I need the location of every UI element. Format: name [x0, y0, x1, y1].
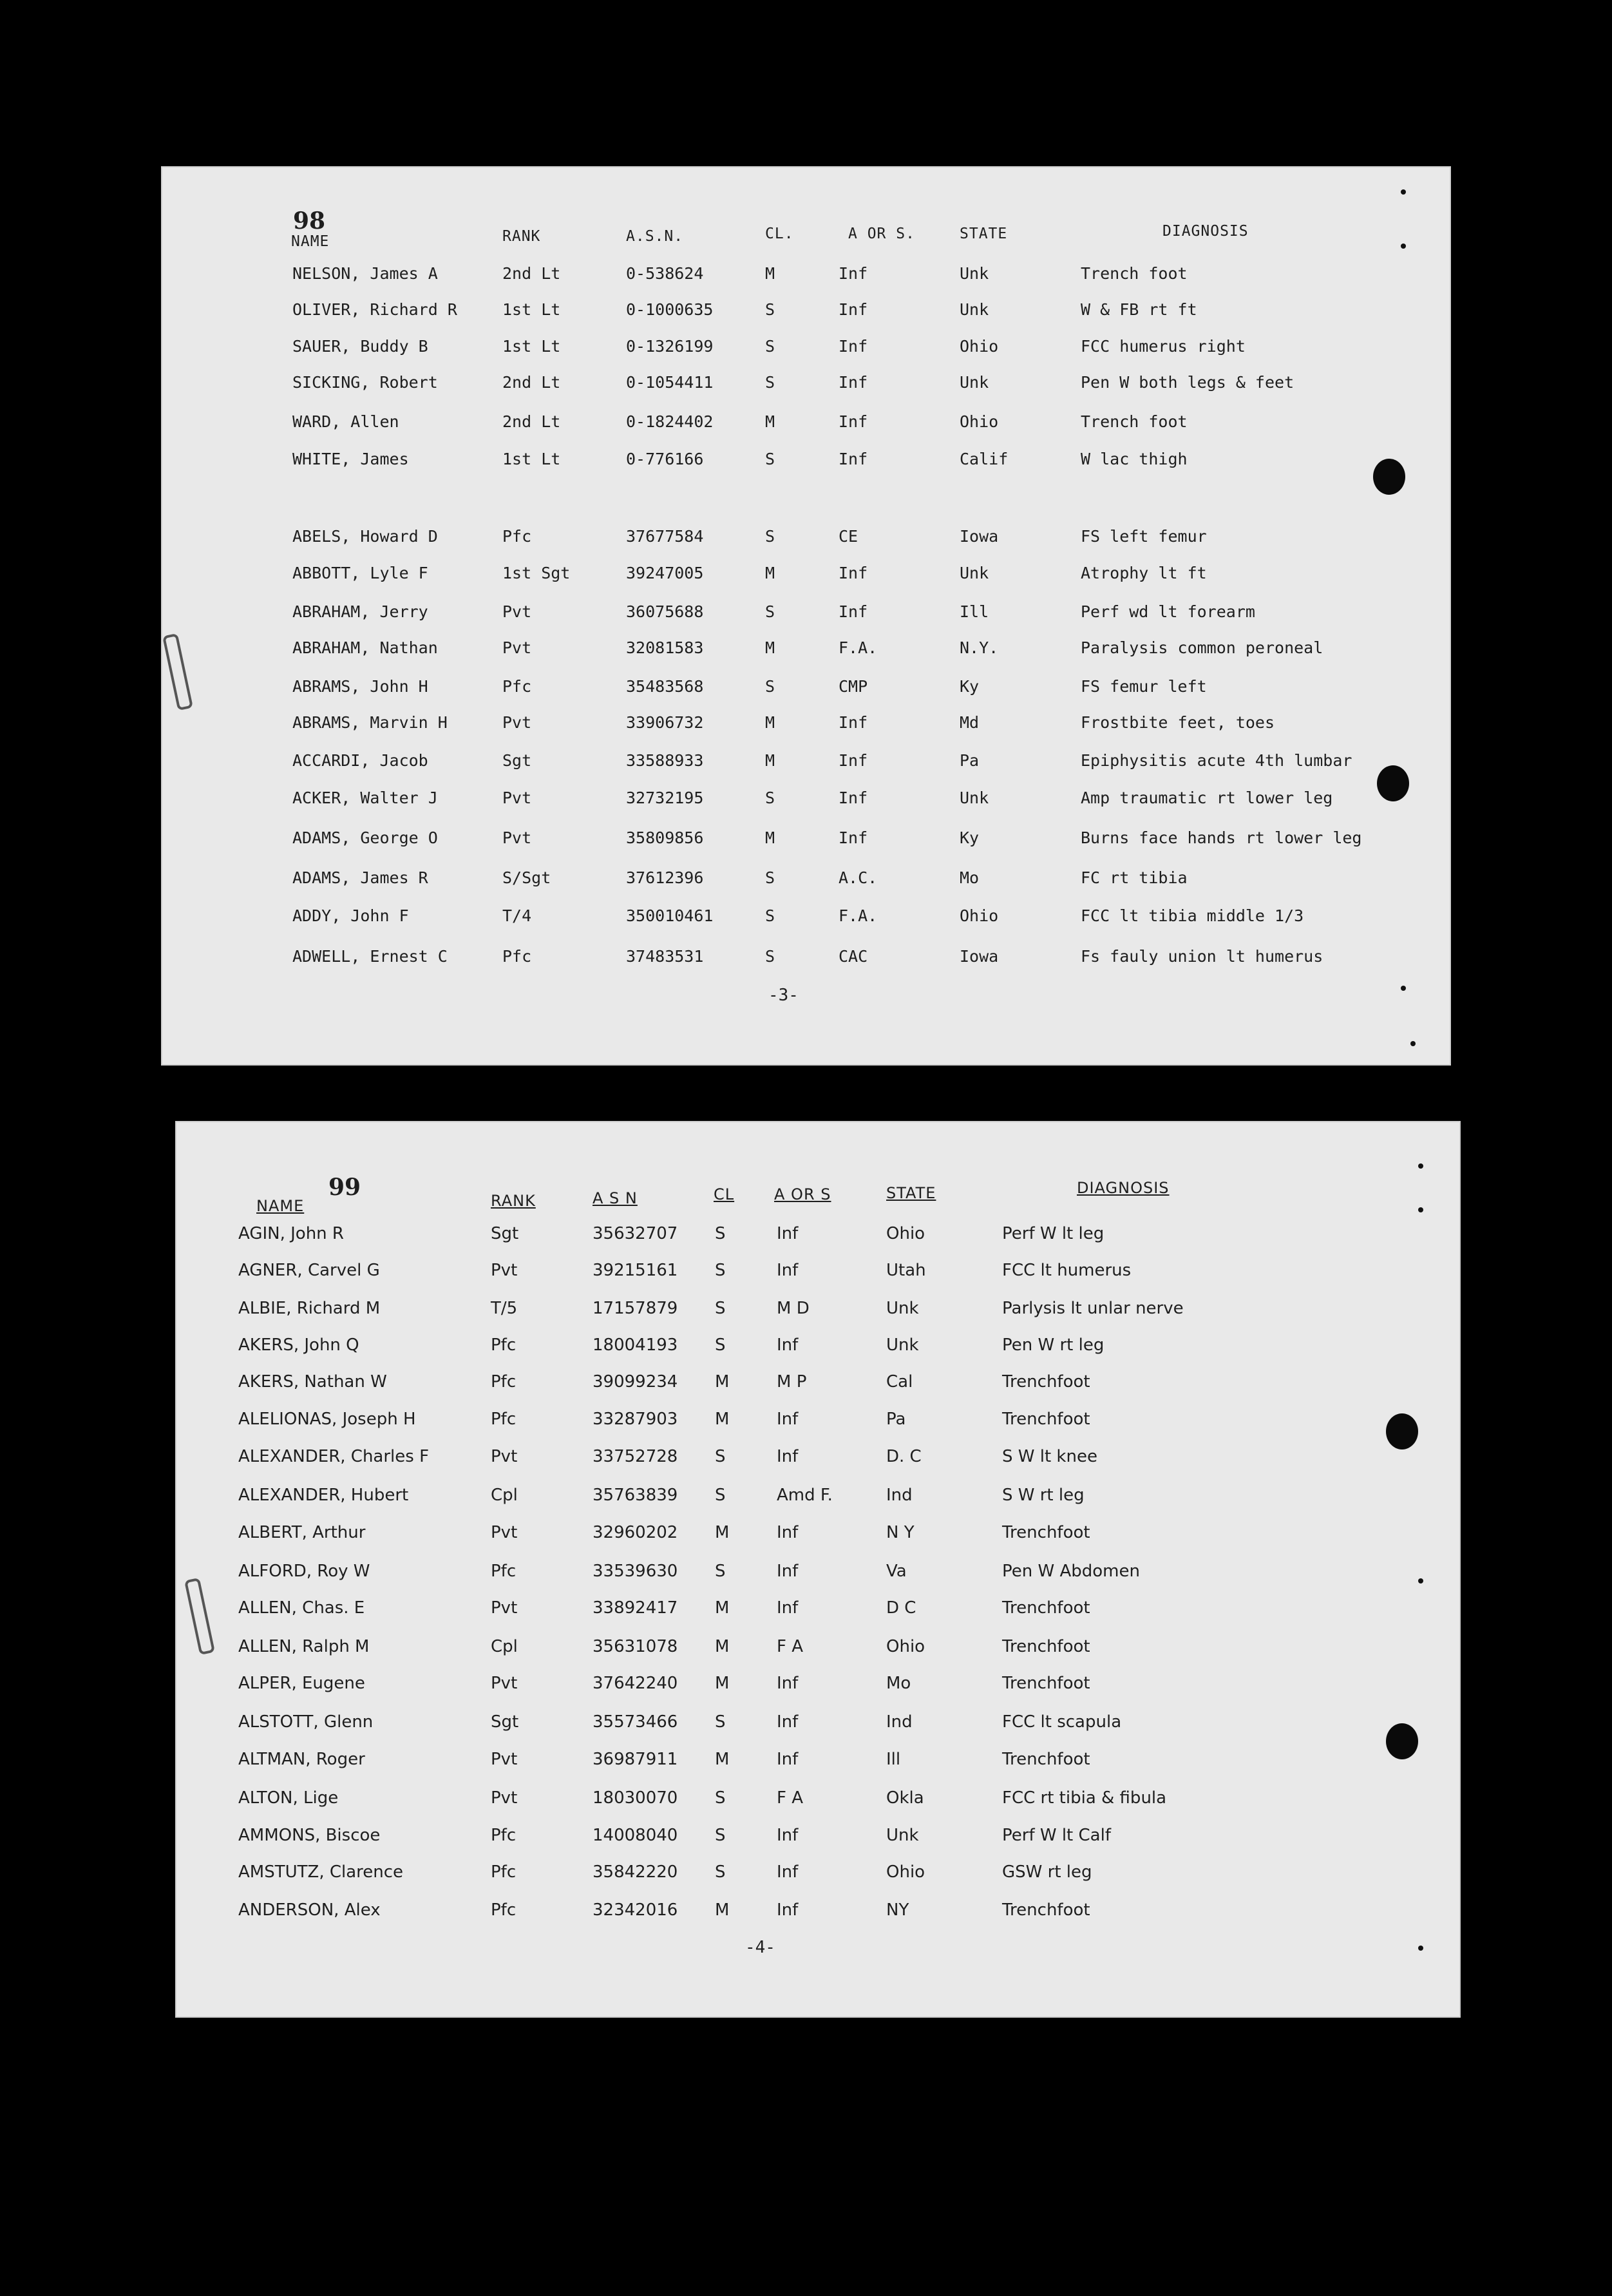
cell-aors: Inf — [839, 300, 868, 319]
cell-cl: M — [715, 1410, 730, 1429]
header-name: NAME — [256, 1197, 305, 1215]
speck — [1401, 986, 1406, 991]
cell-rank: Sgt — [491, 1712, 519, 1732]
punch-hole — [1373, 459, 1405, 495]
cell-aors: Inf — [839, 373, 868, 392]
cell-rank: Cpl — [491, 1486, 518, 1505]
cell-asn: 33539630 — [593, 1562, 678, 1581]
cell-name: ADAMS, George O — [292, 828, 438, 847]
cell-rank: Pvt — [491, 1523, 518, 1542]
cell-cl: S — [715, 1224, 726, 1243]
cell-name: AMMONS, Biscoe — [238, 1826, 381, 1845]
speck — [1401, 244, 1406, 249]
speck — [1418, 1163, 1423, 1169]
cell-rank: Pvt — [491, 1261, 518, 1280]
speck — [1418, 1946, 1423, 1951]
cell-aors: CE — [839, 527, 858, 546]
cell-rank: Pvt — [502, 602, 532, 621]
cell-diagnosis: Perf W lt Calf — [1002, 1826, 1111, 1845]
cell-rank: Pvt — [502, 638, 532, 657]
cell-aors: Inf — [777, 1826, 799, 1845]
cell-rank: 2nd Lt — [502, 264, 561, 283]
cell-asn: 32732195 — [626, 789, 704, 807]
cell-asn: 39247005 — [626, 564, 704, 582]
cell-diagnosis: FC rt tibia — [1081, 868, 1188, 887]
cell-state: Okla — [886, 1788, 924, 1808]
cell-rank: 2nd Lt — [502, 373, 561, 392]
cell-cl: M — [765, 638, 775, 657]
cell-state: Calif — [960, 450, 1009, 468]
cell-state: Ky — [960, 677, 980, 696]
cell-aors: Inf — [777, 1523, 799, 1542]
cell-diagnosis: Burns face hands rt lower leg — [1081, 828, 1362, 847]
cell-diagnosis: Trenchfoot — [1002, 1750, 1090, 1769]
cell-asn: 350010461 — [626, 906, 714, 925]
page-footer: -4- — [745, 1938, 775, 1957]
cell-name: ALSTOTT, Glenn — [238, 1712, 374, 1732]
cell-cl: S — [715, 1335, 726, 1355]
cell-asn: 0-1054411 — [626, 373, 714, 392]
header-diagnosis: DIAGNOSIS — [1162, 223, 1249, 240]
cell-name: ANDERSON, Alex — [238, 1900, 381, 1920]
cell-rank: Pfc — [491, 1826, 517, 1845]
cell-asn: 32081583 — [626, 638, 704, 657]
cell-state: NY — [886, 1900, 909, 1920]
cell-asn: 39099234 — [593, 1372, 678, 1392]
cell-state: D C — [886, 1598, 916, 1618]
cell-cl: M — [765, 713, 775, 732]
cell-aors: M P — [777, 1372, 807, 1392]
cell-asn: 33287903 — [593, 1410, 678, 1429]
cell-rank: Pfc — [502, 677, 532, 696]
cell-state: Ky — [960, 828, 980, 847]
cell-diagnosis: FCC lt scapula — [1002, 1712, 1122, 1732]
punch-hole — [1377, 765, 1409, 801]
page-footer: -3- — [768, 986, 799, 1005]
cell-state: Ohio — [960, 412, 999, 431]
cell-state: Ill — [886, 1750, 901, 1769]
cell-rank: 1st Lt — [502, 300, 561, 319]
cell-name: ALTON, Lige — [238, 1788, 339, 1808]
cell-cl: S — [715, 1862, 726, 1882]
cell-rank: T/4 — [502, 906, 532, 925]
cell-aors: CMP — [839, 677, 868, 696]
cell-state: Unk — [960, 373, 989, 392]
cell-rank: 2nd Lt — [502, 412, 561, 431]
speck — [1418, 1207, 1423, 1212]
cell-cl: S — [765, 677, 775, 696]
cell-aors: Inf — [777, 1712, 799, 1732]
cell-aors: Inf — [839, 751, 868, 770]
cell-state: Pa — [886, 1410, 906, 1429]
cell-cl: M — [715, 1674, 730, 1693]
cell-asn: 17157879 — [593, 1299, 678, 1318]
cell-asn: 35573466 — [593, 1712, 678, 1732]
cell-cl: S — [765, 868, 775, 887]
cell-aors: F.A. — [839, 906, 878, 925]
cell-name: ADWELL, Ernest C — [292, 947, 448, 966]
cell-diagnosis: Pen W Abdomen — [1002, 1562, 1140, 1581]
cell-name: ALBIE, Richard M — [238, 1299, 381, 1318]
cell-name: ACCARDI, Jacob — [292, 751, 428, 770]
speck — [1418, 1578, 1423, 1583]
header-state: STATE — [886, 1184, 936, 1202]
cell-diagnosis: Trenchfoot — [1002, 1372, 1090, 1392]
cell-name: AGIN, John R — [238, 1224, 344, 1243]
cell-cl: S — [715, 1712, 726, 1732]
cell-asn: 32960202 — [593, 1523, 678, 1542]
cell-cl: S — [765, 337, 775, 356]
cell-name: WHITE, James — [292, 450, 409, 468]
cell-asn: 35763839 — [593, 1486, 678, 1505]
cell-cl: S — [715, 1447, 726, 1466]
cell-name: ABRAMS, Marvin H — [292, 713, 448, 732]
cell-diagnosis: Trench foot — [1081, 264, 1188, 283]
cell-state: Unk — [886, 1335, 919, 1355]
cell-name: WARD, Allen — [292, 412, 399, 431]
cell-name: SICKING, Robert — [292, 373, 438, 392]
cell-name: ALLEN, Ralph M — [238, 1637, 370, 1656]
cell-cl: M — [765, 264, 775, 283]
cell-diagnosis: W lac thigh — [1081, 450, 1188, 468]
cell-diagnosis: W & FB rt ft — [1081, 300, 1197, 319]
cell-cl: S — [765, 300, 775, 319]
cell-asn: 18030070 — [593, 1788, 678, 1808]
cell-asn: 37642240 — [593, 1674, 678, 1693]
cell-cl: S — [765, 906, 775, 925]
cell-rank: Pvt — [491, 1674, 518, 1693]
cell-rank: 1st Sgt — [502, 564, 571, 582]
header-a-or-s: A OR S. — [848, 225, 915, 242]
cell-aors: Inf — [777, 1674, 799, 1693]
cell-cl: M — [715, 1372, 730, 1392]
cell-asn: 35842220 — [593, 1862, 678, 1882]
page-number: 98 — [293, 207, 326, 234]
cell-name: NELSON, James A — [292, 264, 438, 283]
cell-state: Ohio — [886, 1637, 925, 1656]
cell-aors: F A — [777, 1788, 804, 1808]
cell-aors: F A — [777, 1637, 804, 1656]
cell-state: Iowa — [960, 947, 999, 966]
cell-name: ALELIONAS, Joseph H — [238, 1410, 416, 1429]
cell-rank: Pfc — [502, 947, 532, 966]
cell-rank: Pfc — [491, 1372, 517, 1392]
cell-rank: Pfc — [491, 1862, 517, 1882]
cell-aors: Inf — [777, 1261, 799, 1280]
cell-state: Ohio — [886, 1224, 925, 1243]
cell-state: Va — [886, 1562, 907, 1581]
cell-name: ALPER, Eugene — [238, 1674, 365, 1693]
cell-diagnosis: Perf wd lt forearm — [1081, 602, 1255, 621]
header-asn: A S N — [593, 1189, 638, 1207]
cell-diagnosis: Trenchfoot — [1002, 1410, 1090, 1429]
cell-rank: Pvt — [491, 1447, 518, 1466]
cell-diagnosis: S W rt leg — [1002, 1486, 1085, 1505]
cell-aors: Inf — [839, 412, 868, 431]
cell-asn: 0-1326199 — [626, 337, 714, 356]
cell-aors: Inf — [839, 828, 868, 847]
cell-rank: Pvt — [491, 1598, 518, 1618]
cell-cl: S — [715, 1562, 726, 1581]
cell-aors: Inf — [839, 264, 868, 283]
cell-diagnosis: Paralysis common peroneal — [1081, 638, 1323, 657]
cell-rank: T/5 — [491, 1299, 518, 1318]
cell-rank: Pfc — [491, 1900, 517, 1920]
cell-asn: 33588933 — [626, 751, 704, 770]
cell-diagnosis: FCC lt tibia middle 1/3 — [1081, 906, 1304, 925]
cell-name: ACKER, Walter J — [292, 789, 438, 807]
cell-diagnosis: Trench foot — [1081, 412, 1188, 431]
cell-asn: 32342016 — [593, 1900, 678, 1920]
cell-rank: Sgt — [491, 1224, 519, 1243]
cell-diagnosis: FCC lt humerus — [1002, 1261, 1132, 1280]
cell-asn: 35483568 — [626, 677, 704, 696]
cell-cl: S — [765, 947, 775, 966]
punch-hole — [1386, 1413, 1418, 1449]
cell-diagnosis: Trenchfoot — [1002, 1598, 1090, 1618]
header-a-or-s: A OR S — [774, 1185, 831, 1203]
header-diagnosis: DIAGNOSIS — [1077, 1179, 1170, 1197]
cell-state: Unk — [960, 264, 989, 283]
cell-rank: S/Sgt — [502, 868, 551, 887]
cell-aors: Inf — [839, 450, 868, 468]
header-cl: CL. — [765, 225, 794, 242]
cell-state: Unk — [886, 1299, 919, 1318]
cell-cl: S — [715, 1826, 726, 1845]
cell-aors: A.C. — [839, 868, 878, 887]
cell-asn: 39215161 — [593, 1261, 678, 1280]
cell-aors: Inf — [777, 1598, 799, 1618]
cell-diagnosis: Fs fauly union lt humerus — [1081, 947, 1323, 966]
cell-diagnosis: GSW rt leg — [1002, 1862, 1092, 1882]
cell-state: Iowa — [960, 527, 999, 546]
cell-aors: CAC — [839, 947, 868, 966]
cell-asn: 37483531 — [626, 947, 704, 966]
cell-name: ADAMS, James R — [292, 868, 428, 887]
cell-rank: Pvt — [502, 828, 532, 847]
speck — [1410, 1041, 1416, 1046]
cell-aors: M D — [777, 1299, 810, 1318]
cell-cl: S — [765, 602, 775, 621]
cell-diagnosis: FS left femur — [1081, 527, 1207, 546]
cell-state: Ohio — [960, 337, 999, 356]
cell-diagnosis: FS femur left — [1081, 677, 1207, 696]
cell-diagnosis: Trenchfoot — [1002, 1637, 1090, 1656]
cell-state: Md — [960, 713, 980, 732]
cell-aors: Inf — [839, 713, 868, 732]
cell-state: Mo — [960, 868, 980, 887]
cell-asn: 18004193 — [593, 1335, 678, 1355]
cell-state: Unk — [960, 564, 989, 582]
cell-diagnosis: Parlysis lt unlar nerve — [1002, 1299, 1184, 1318]
cell-name: AMSTUTZ, Clarence — [238, 1862, 404, 1882]
cell-rank: Pfc — [491, 1562, 517, 1581]
cell-cl: S — [715, 1788, 726, 1808]
cell-aors: Inf — [777, 1335, 799, 1355]
cell-aors: Inf — [777, 1900, 799, 1920]
cell-asn: 36987911 — [593, 1750, 678, 1769]
header-cl: CL — [714, 1185, 735, 1203]
cell-aors: Inf — [777, 1862, 799, 1882]
cell-state: N.Y. — [960, 638, 999, 657]
cell-diagnosis: Pen W both legs & feet — [1081, 373, 1294, 392]
punch-hole — [1386, 1723, 1418, 1759]
cell-rank: 1st Lt — [502, 450, 561, 468]
cell-asn: 14008040 — [593, 1826, 678, 1845]
cell-asn: 36075688 — [626, 602, 704, 621]
cell-state: Utah — [886, 1261, 926, 1280]
cell-rank: Pvt — [491, 1750, 518, 1769]
cell-state: Ind — [886, 1712, 913, 1732]
cell-aors: Inf — [777, 1562, 799, 1581]
cell-name: ALBERT, Arthur — [238, 1523, 366, 1542]
cell-diagnosis: Atrophy lt ft — [1081, 564, 1207, 582]
record-card-page-99 — [175, 1121, 1461, 2018]
cell-asn: 37612396 — [626, 868, 704, 887]
cell-asn: 35809856 — [626, 828, 704, 847]
cell-diagnosis: Amp traumatic rt lower leg — [1081, 789, 1333, 807]
cell-name: AKERS, John Q — [238, 1335, 359, 1355]
cell-name: ALEXANDER, Charles F — [238, 1447, 430, 1466]
cell-aors: Amd F. — [777, 1486, 833, 1505]
cell-asn: 0-776166 — [626, 450, 704, 468]
cell-rank: Sgt — [502, 751, 532, 770]
cell-diagnosis: Perf W lt leg — [1002, 1224, 1105, 1243]
cell-aors: F.A. — [839, 638, 878, 657]
cell-state: Ohio — [886, 1862, 925, 1882]
cell-state: N Y — [886, 1523, 915, 1542]
cell-state: Ill — [960, 602, 989, 621]
cell-cl: M — [765, 828, 775, 847]
header-state: STATE — [960, 225, 1008, 242]
cell-cl: S — [715, 1486, 726, 1505]
cell-state: Ind — [886, 1486, 913, 1505]
paper-clip — [184, 1578, 215, 1655]
cell-name: ALEXANDER, Hubert — [238, 1486, 409, 1505]
cell-rank: Pfc — [502, 527, 532, 546]
cell-aors: Inf — [777, 1410, 799, 1429]
cell-rank: Pvt — [502, 789, 532, 807]
cell-state: Mo — [886, 1674, 911, 1693]
cell-aors: Inf — [839, 337, 868, 356]
cell-cl: S — [765, 373, 775, 392]
cell-aors: Inf — [839, 564, 868, 582]
cell-cl: M — [715, 1523, 730, 1542]
cell-cl: S — [715, 1261, 726, 1280]
header-rank: RANK — [502, 228, 541, 245]
cell-rank: Pvt — [491, 1788, 518, 1808]
speck — [1401, 189, 1406, 195]
cell-asn: 0-1824402 — [626, 412, 714, 431]
cell-name: AKERS, Nathan W — [238, 1372, 387, 1392]
cell-name: ALTMAN, Roger — [238, 1750, 365, 1769]
cell-name: ABRAMS, John H — [292, 677, 428, 696]
cell-asn: 0-1000635 — [626, 300, 714, 319]
cell-name: ABBOTT, Lyle F — [292, 564, 428, 582]
cell-cl: S — [715, 1299, 726, 1318]
paper-clip — [162, 633, 193, 711]
cell-name: AGNER, Carvel G — [238, 1261, 380, 1280]
cell-name: ADDY, John F — [292, 906, 409, 925]
cell-diagnosis: Trenchfoot — [1002, 1674, 1090, 1693]
cell-state: Pa — [960, 751, 980, 770]
cell-cl: S — [765, 450, 775, 468]
cell-cl: S — [765, 789, 775, 807]
cell-name: ALFORD, Roy W — [238, 1562, 370, 1581]
cell-asn: 33906732 — [626, 713, 704, 732]
cell-rank: Cpl — [491, 1637, 518, 1656]
cell-diagnosis: Pen W rt leg — [1002, 1335, 1105, 1355]
cell-name: SAUER, Buddy B — [292, 337, 428, 356]
cell-cl: M — [765, 564, 775, 582]
cell-state: Cal — [886, 1372, 913, 1392]
cell-state: Unk — [886, 1826, 919, 1845]
cell-asn: 37677584 — [626, 527, 704, 546]
cell-aors: Inf — [777, 1224, 799, 1243]
cell-state: D. C — [886, 1447, 922, 1466]
cell-asn: 35631078 — [593, 1637, 678, 1656]
record-card-page-98 — [161, 166, 1451, 1066]
cell-diagnosis: S W lt knee — [1002, 1447, 1097, 1466]
cell-asn: 33892417 — [593, 1598, 678, 1618]
cell-aors: Inf — [839, 789, 868, 807]
cell-rank: Pfc — [491, 1410, 517, 1429]
cell-name: ABELS, Howard D — [292, 527, 438, 546]
cell-rank: Pvt — [502, 713, 532, 732]
cell-cl: S — [765, 527, 775, 546]
cell-asn: 33752728 — [593, 1447, 678, 1466]
cell-cl: M — [715, 1598, 730, 1618]
cell-name: ABRAHAM, Jerry — [292, 602, 428, 621]
cell-aors: Inf — [839, 602, 868, 621]
cell-rank: 1st Lt — [502, 337, 561, 356]
cell-state: Unk — [960, 300, 989, 319]
cell-diagnosis: Epiphysitis acute 4th lumbar — [1081, 751, 1352, 770]
cell-cl: M — [715, 1900, 730, 1920]
cell-cl: M — [715, 1750, 730, 1769]
cell-rank: Pfc — [491, 1335, 517, 1355]
cell-aors: Inf — [777, 1447, 799, 1466]
cell-name: ALLEN, Chas. E — [238, 1598, 365, 1618]
cell-cl: M — [765, 751, 775, 770]
cell-state: Ohio — [960, 906, 999, 925]
cell-state: Unk — [960, 789, 989, 807]
cell-diagnosis: Trenchfoot — [1002, 1900, 1090, 1920]
cell-diagnosis: Trenchfoot — [1002, 1523, 1090, 1542]
page-number: 99 — [328, 1174, 361, 1201]
cell-aors: Inf — [777, 1750, 799, 1769]
header-name: NAME — [291, 233, 330, 250]
cell-diagnosis: FCC rt tibia & fibula — [1002, 1788, 1167, 1808]
cell-diagnosis: Frostbite feet, toes — [1081, 713, 1275, 732]
cell-asn: 0-538624 — [626, 264, 704, 283]
cell-cl: M — [765, 412, 775, 431]
cell-asn: 35632707 — [593, 1224, 678, 1243]
cell-name: OLIVER, Richard R — [292, 300, 457, 319]
header-asn: A.S.N. — [626, 228, 684, 245]
cell-cl: M — [715, 1637, 730, 1656]
cell-diagnosis: FCC humerus right — [1081, 337, 1246, 356]
header-rank: RANK — [491, 1192, 536, 1210]
cell-name: ABRAHAM, Nathan — [292, 638, 438, 657]
